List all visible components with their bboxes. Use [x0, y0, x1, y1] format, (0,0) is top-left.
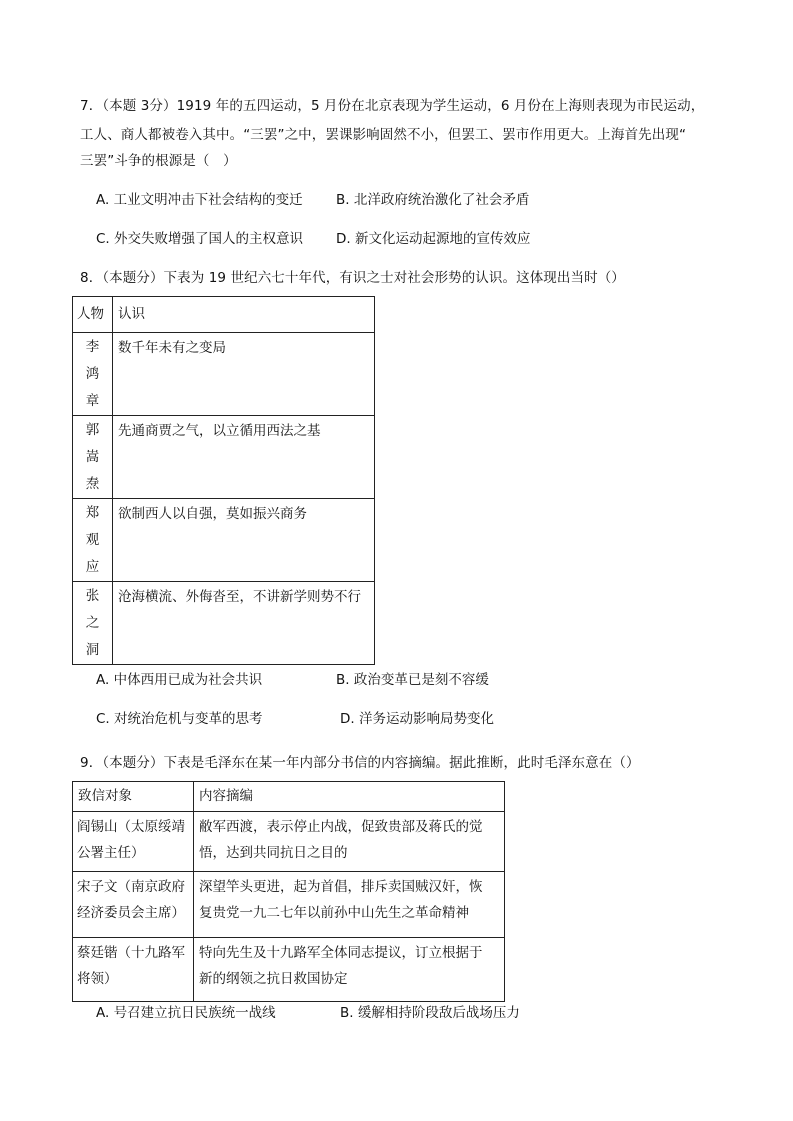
q9-option-a: A. 号召建立抗日民族统一战线 — [96, 1005, 276, 1021]
excerpt-line: 悟，达到共同抗日之目的 — [199, 845, 348, 861]
name-char: 应 — [85, 559, 100, 575]
q9-table-header-row — [73, 782, 505, 812]
excerpt-line: 敝军西渡，表示停止内战，促致贵部及蒋氏的觉 — [199, 819, 483, 835]
q8-table — [72, 296, 375, 665]
q8-table-header-row — [73, 297, 375, 333]
recipient-line: 宋子文（南京政府 — [77, 879, 185, 895]
q7-stem-line1: 7．（本题 3分）1919 年的五四运动，5 月份在北京表现为学生运动，6 月份在上海则表现为市民运动， — [80, 98, 705, 114]
excerpt-line: 复贵党一九二七年以前孙中山先生之革命精神 — [199, 905, 469, 921]
q9-recipient — [73, 872, 194, 938]
name-char: 郭 — [85, 422, 100, 438]
table-row — [73, 333, 375, 416]
q7-stem-line3: 三罢”斗争的根源是（ ） — [80, 153, 237, 169]
name-char: 章 — [85, 393, 100, 409]
recipient-line: 阎锡山（太原绥靖 — [77, 819, 185, 835]
q8-option-d: D. 洋务运动影响局势变化 — [340, 711, 494, 727]
q8-view-text: 沧海横流、外侮沓至，不讲新学则势不行 — [113, 582, 375, 665]
q9-header-excerpt: 内容摘编 — [194, 782, 505, 812]
q8-header-person: 人物 — [73, 297, 113, 333]
name-char: 观 — [85, 532, 100, 548]
name-char: 洞 — [85, 642, 100, 658]
q8-view-text: 欲制西人以自强，莫如振兴商务 — [113, 499, 375, 582]
excerpt-line: 特向先生及十九路军全体同志提议，订立根据于 — [199, 945, 483, 961]
table-row — [73, 872, 505, 938]
q8-person-name — [73, 416, 113, 499]
q7-stem-line2: 工人、商人都被卷入其中。“三罢”之中，罢课影响固然不小，但罢工、罢市作用更大。上海首先出现“ — [80, 127, 687, 143]
name-char: 李 — [85, 339, 100, 355]
q8-person-name — [73, 582, 113, 665]
q9-recipient — [73, 812, 194, 872]
excerpt-line: 新的纲领之抗日救国协定 — [199, 971, 348, 987]
q7-option-c: C. 外交失败增强了国人的主权意识 — [96, 231, 304, 247]
recipient-line: 蔡廷锴（十九路军 — [77, 945, 185, 961]
q7-option-a: A. 工业文明冲击下社会结构的变迁 — [96, 192, 303, 208]
table-row — [73, 938, 505, 1002]
table-row — [73, 416, 375, 499]
name-char: 焘 — [85, 476, 100, 492]
q8-view-text: 数千年未有之变局 — [113, 333, 375, 416]
q9-option-b: B. 缓解相持阶段敌后战场压力 — [340, 1005, 520, 1021]
q8-option-c: C. 对统治危机与变革的思考 — [96, 711, 263, 727]
q8-option-b: B. 政治变革已是刻不容缓 — [336, 672, 489, 688]
q8-option-a: A. 中体西用已成为社会共识 — [96, 672, 263, 688]
q8-header-view: 认识 — [113, 297, 375, 333]
table-row — [73, 582, 375, 665]
recipient-line: 将领） — [77, 971, 118, 987]
q9-excerpt — [194, 872, 505, 938]
recipient-line: 经济委员会主席） — [77, 905, 185, 921]
q7-option-d: D. 新文化运动起源地的宣传效应 — [336, 231, 531, 247]
q9-excerpt — [194, 938, 505, 1002]
q9-header-recipient: 致信对象 — [73, 782, 194, 812]
excerpt-line: 深望竿头更进，起为首倡，排斥卖国贼汉奸，恢 — [199, 879, 483, 895]
name-char: 之 — [85, 615, 100, 631]
name-char: 郑 — [85, 505, 100, 521]
q9-table — [72, 781, 505, 1002]
q8-person-name — [73, 499, 113, 582]
recipient-line: 公署主任） — [77, 845, 145, 861]
q7-option-b: B. 北洋政府统治激化了社会矛盾 — [336, 192, 530, 208]
q8-view-text: 先通商贾之气，以立循用西法之基 — [113, 416, 375, 499]
table-row — [73, 499, 375, 582]
table-row — [73, 812, 505, 872]
q9-excerpt — [194, 812, 505, 872]
q9-recipient — [73, 938, 194, 1002]
name-char: 鸿 — [85, 366, 100, 382]
name-char: 张 — [85, 588, 100, 604]
name-char: 嵩 — [85, 449, 100, 465]
q9-stem: 9．（本题分）下表是毛泽东在某一年内部分书信的内容摘编。据此推断，此时毛泽东意在（） — [80, 755, 640, 771]
q8-person-name — [73, 333, 113, 416]
q8-stem: 8．（本题分）下表为 19 世纪六七十年代，有识之士对社会形势的认识。这体现出当时（） — [80, 270, 625, 286]
